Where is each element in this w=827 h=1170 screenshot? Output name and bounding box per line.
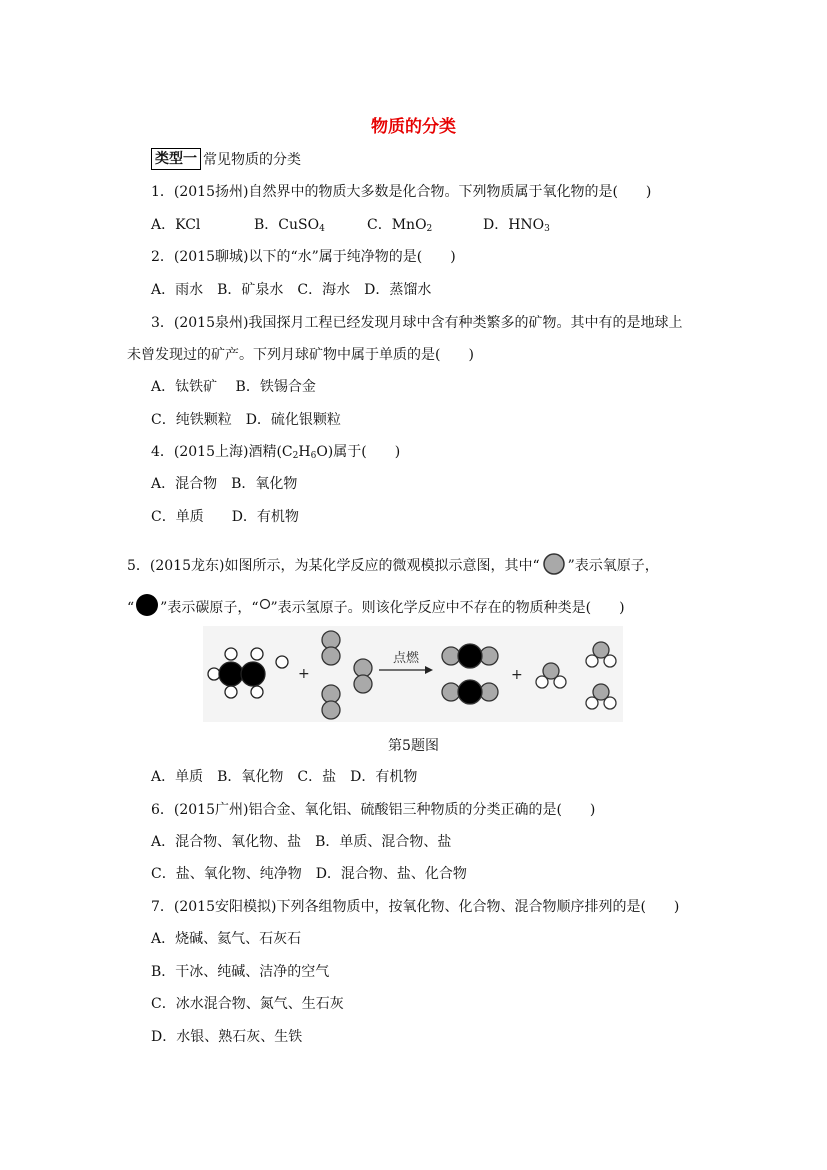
reaction-diagram-svg: [203, 626, 623, 722]
question-2-stem: 2．(2015聊城)以下的“水”属于纯净物的是( ): [151, 249, 456, 265]
oxygen-molecules: [322, 631, 372, 719]
q1-option-c-text: C．MnO: [367, 217, 427, 233]
q1-option-b-text: B．CuSO: [254, 217, 320, 233]
question-6-stem: 6．(2015广州)铝合金、氧化铝、硫酸铝三种物质的分类正确的是( ): [151, 802, 596, 818]
q4-sub-2: 6: [310, 451, 317, 461]
question-4-options-2: C．单质 D．有机物: [151, 509, 299, 525]
q1-option-a: A．KCl: [151, 217, 201, 233]
question-7-option-a: A．烧碱、氦气、石灰石: [151, 931, 302, 947]
reactant-molecule-1: [208, 648, 288, 698]
question-4-options-1: A．混合物 B．氧化物: [151, 476, 298, 492]
plus-sign-1: +: [298, 666, 310, 682]
question-6-options-2: C．盐、氧化物、纯净物 D．混合物、盐、化合物: [151, 866, 467, 882]
section-badge: 类型一: [151, 148, 201, 170]
q1-option-b: [254, 215, 325, 239]
question-5-options: A．单质 B．氧化物 C．盐 D．有机物: [151, 769, 418, 785]
q5-stem-post: ”表示氧原子，: [567, 558, 659, 574]
q1-option-d-sub: 3: [544, 224, 550, 234]
q5-stem-pre: 5．(2015龙东)如图所示，为某化学反应的微观模拟示意图，其中“: [127, 558, 540, 574]
question-5-stem-line2: [127, 592, 625, 618]
figure-caption: 第5题图: [388, 738, 439, 754]
question-3-options-1: A．钛铁矿 B．铁锡合金: [151, 379, 316, 395]
question-5-stem: [127, 552, 659, 576]
q1-option-c: [367, 215, 432, 239]
q5-line2-end: ”表示氢原子。则该化学反应中不存在的物质种类是( ): [270, 600, 625, 616]
question-6-options-1: A．混合物、氧化物、盐 B．单质、混合物、盐: [151, 834, 452, 850]
q4-sub-1: 2: [292, 451, 299, 461]
reaction-condition-label: 点燃: [393, 651, 420, 666]
question-3-stem-line2: 未曾发现过的矿产。下列月球矿物中属于单质的是( ): [127, 347, 474, 363]
reaction-arrow-head: [425, 666, 433, 674]
section-header: [151, 148, 301, 170]
product-water: [536, 642, 616, 709]
q4-stem-pre: 4．(2015上海)酒精(C: [151, 444, 293, 460]
q1-option-c-sub: 2: [426, 224, 433, 234]
q1-option-d: [483, 215, 550, 239]
page-title: 物质的分类: [371, 117, 456, 137]
q4-stem-post: O)属于( ): [316, 444, 401, 460]
q1-option-b-sub: 4: [319, 224, 325, 234]
question-7-option-d: D．水银、熟石灰、生铁: [151, 1029, 303, 1045]
hydrogen-atom-legend-icon: [259, 598, 271, 610]
product-co2: [442, 644, 498, 704]
question-7-option-b: B．干冰、纯碱、洁净的空气: [151, 964, 330, 980]
question-7-stem: 7．(2015安阳模拟)下列各组物质中，按氧化物、化合物、混合物顺序排列的是( ): [151, 899, 680, 915]
oxygen-atom-legend-icon: [540, 552, 568, 576]
carbon-atom-legend-icon: [134, 592, 160, 618]
reaction-diagram: [203, 626, 623, 722]
q5-line2-mid: ”表示碳原子，“: [160, 600, 259, 616]
question-4-stem: [151, 442, 400, 466]
question-3-options-2: C．纯铁颗粒 D．硫化银颗粒: [151, 412, 341, 428]
q1-option-d-text: D．HNO: [483, 217, 545, 233]
plus-sign-2: +: [511, 667, 523, 683]
q4-stem-mid: H: [298, 444, 311, 460]
question-7-option-c: C．冰水混合物、氮气、生石灰: [151, 996, 344, 1012]
q5-quote-open: “: [127, 600, 135, 616]
section-name: 常见物质的分类: [203, 152, 301, 168]
question-2-options: A．雨水 B．矿泉水 C．海水 D．蒸馏水: [151, 282, 432, 298]
question-1-stem: 1．(2015扬州)自然界中的物质大多数是化合物。下列物质属于氧化物的是( ): [151, 184, 652, 200]
question-3-stem-line1: 3．(2015泉州)我国探月工程已经发现月球中含有种类繁多的矿物。其中有的是地球上: [151, 315, 683, 331]
